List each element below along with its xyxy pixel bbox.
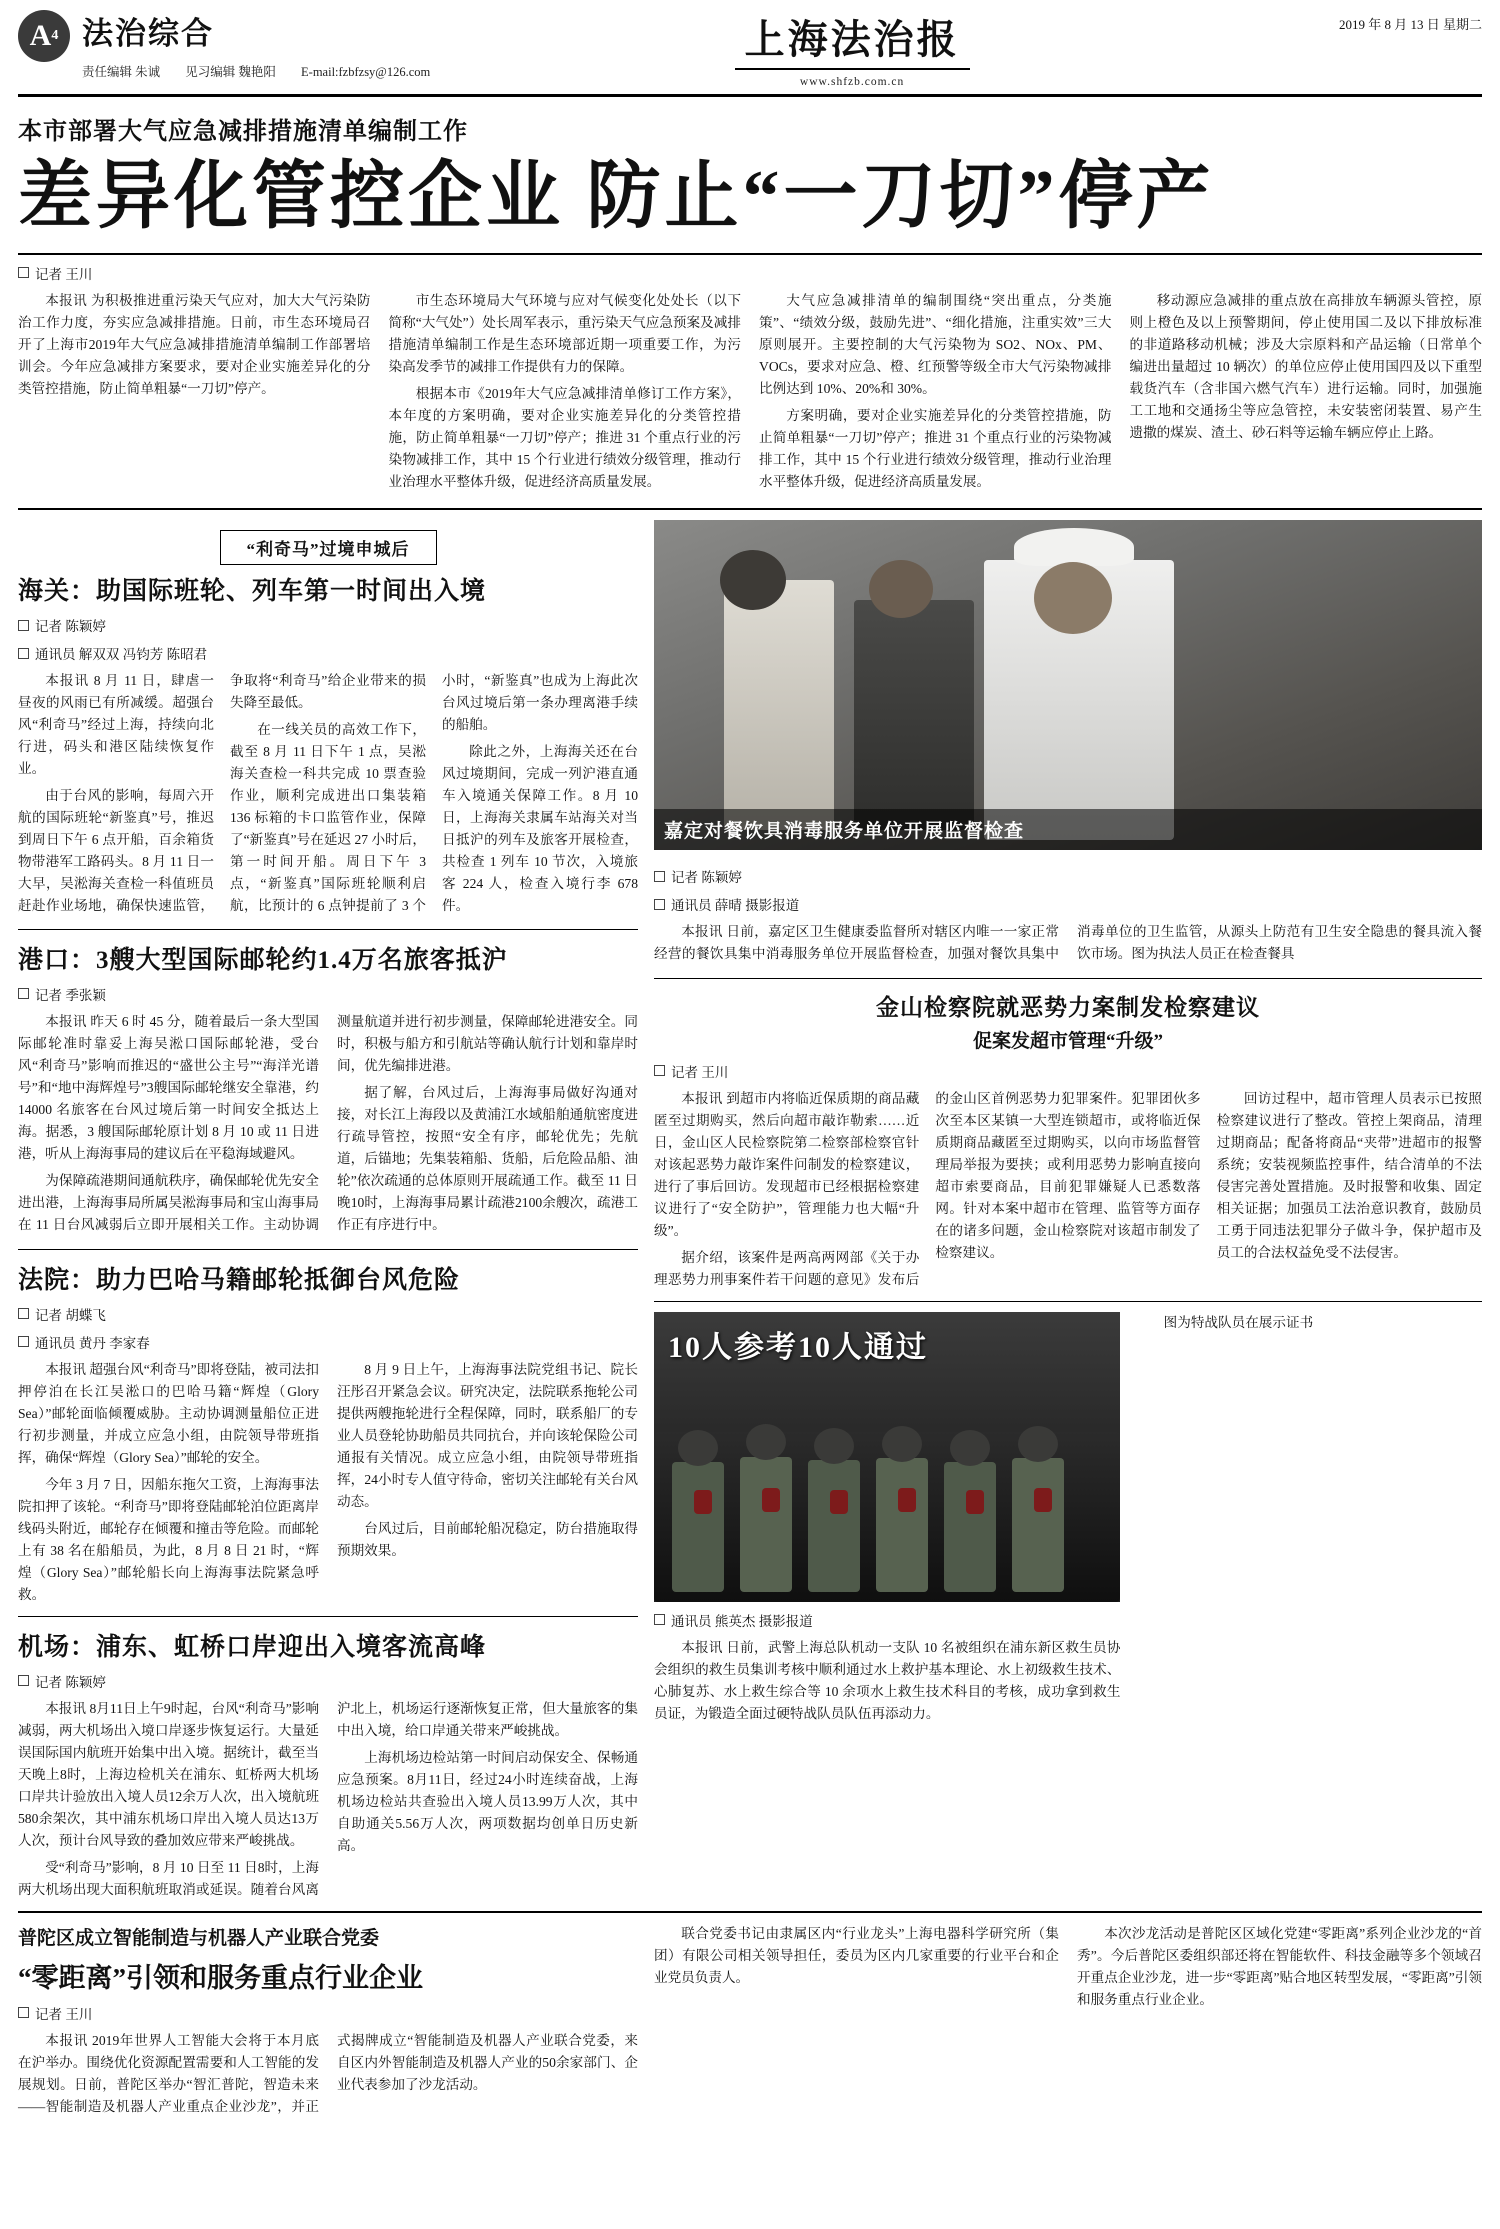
lead-paragraph: 大气应急减排清单的编制围绕“突出重点，分类施策”、“绩效分级，鼓励先进”、“细化措施，注重实效”三大原则展开。主要控制的大气污染物为 SO2、NOx、PM、VOCs，要求对应急、橙、红预警等级全市大气污染物减排比例达到 10%、20%和 30%。 (759, 292, 1112, 396)
port-paragraph: 为保障疏港期间通航秩序，确保邮轮优先安全进出港，上海海事局所属吴淞海事局和宝山海事局在 11 日台风减弱后立即开展相关工作。主动协调测量航道并进行初步测量，保障邮轮进港安全。同时，积极与船方和引航站等确认航行计划和靠岸时间，优先编排进港。 (18, 1013, 638, 1232)
customs-byline (18, 615, 638, 635)
lead-story (18, 97, 1482, 243)
court-paragraph: 台风过后，目前邮轮船况稳定，防台措施取得预期效果。 (337, 1520, 638, 1558)
customs-colon: ： (70, 578, 97, 606)
court-byline-2 (18, 1332, 638, 1352)
lead-paragraph: 根据本市《2019年大气应急减排清单修订工作方案》，本年度的方案明确，要对企业实施差异化的分类管控措施，防止简单粗暴“一刀切”停产；推进 31 个重点行业的污染物减排工作，其中 15 个行业进行绩效分级管理，推动行业治理水平整体升级，促进经济高质量发展。 (388, 385, 741, 489)
inspection-byline-2 (654, 894, 1060, 914)
airport-colon: ： (70, 1633, 97, 1661)
customs-tag: 海关 (18, 578, 71, 606)
byline-box-icon (18, 267, 29, 278)
putuo-story (18, 1923, 1482, 2118)
lead-columns (18, 290, 1482, 498)
editor-credits (82, 62, 452, 80)
customs-headline (18, 571, 638, 607)
troops-paragraph-cont: 图为特战队员在展示证书 (1163, 1314, 1314, 1330)
jinshan-body (654, 1088, 1482, 1291)
court-paragraph: 8 月 9 日上午，上海海事法院党组书记、院长汪彤召开紧急会议。研究决定，法院联系拖轮公司提供两艘拖轮进行全程保障，同时，联系船厂的专业人员登轮协助船员共同抗台，并向该轮保险公司通报有关情况。成立应急小组，由院领导带班指挥，24小时专人值守待命，密切关注邮轮有关台风动态。 (337, 1361, 638, 1509)
port-paragraph: 本报讯 昨天 6 时 45 分，随着最后一条大型国际邮轮准时靠妥上海吴淞口国际邮轮港，受台风“利奇马”影响而推迟的“盛世公主号”“海洋光谱号”和“地中海辉煌号”3艘国际邮轮继安全靠港，约 14000 名旅客在台风过境后第一时间安全抵达上海。据悉，3 艘国际邮轮原计划 8 月 10 或 11 日进港，听从上海海事局的建议后在平稳海域避风。 (18, 1013, 319, 1161)
masthead-date: 2019 年 8 月 13 日 星期二 (1338, 17, 1482, 32)
court-body (18, 1359, 638, 1606)
court-head-text: 助力巴哈马籍邮轮抵御台风危险 (96, 1266, 461, 1294)
jinshan-subhead: 促案发超市管理“升级” (972, 1030, 1163, 1052)
court-paragraph: 本报讯 超强台风“利奇马”即将登陆，被司法扣押停泊在长江吴淞口的巴哈马籍“辉煌（Glory Sea）”邮轮面临倾覆威胁。主动协调测量船位正进行初步测量，并成立应急小组，由院领导带班指挥，确保“辉煌（Glory Sea）”邮轮的安全。 (18, 1361, 319, 1465)
court-byline (18, 1304, 638, 1324)
customs-paragraph: 在一线关员的高效工作下，截至 8 月 11 日下午 1 点，吴淞海关查检一科共完成 10 票查验作业，顺利完成进出口集装箱 136 标箱的卡口监管作业，保障了“新鉴真”号在延迟 27 小时后，第一时间开船。周日下午 3 点，“新鉴真”国际班轮顺利启航，比预计的 6 点钟提前了 3 个小时，“新鉴真”也成为上海此次台风过境后第一条办理离港手续的船舶。 (230, 673, 638, 914)
jinshan-rule (654, 1301, 1482, 1302)
putuo-paragraph: 本次沙龙活动是普陀区区域化党建“零距离”系列企业沙龙的“首秀”。今后普陀区委组织部还将在智能软件、科技金融等多个领域召开重点企业沙龙，进一步“零距离”贴合地区转型发展，“零距离”引领和服务重点行业企业。 (1077, 1925, 1482, 2007)
airport-head-text: 浦东、虹桥口岸迎出入境客流高峰 (96, 1633, 487, 1661)
port-head-text: 3艘大型国际邮轮约1.4万名旅客抵沪 (96, 946, 508, 974)
putuo-headline: “零距离”引领和服务重点行业企业 (18, 1962, 423, 1993)
airport-paragraph: 受“利奇马”影响，8 月 10 日至 11 日8时，上海两大机场出现大面积航班取消或延误。随着台风离沪北上，机场运行逐渐恢复正常，但大量旅客的集中出入境，给口岸通关带来严峻挑战。 (18, 1700, 638, 1897)
airport-body (18, 1698, 638, 1901)
masthead (18, 0, 1482, 88)
byline-box-icon (654, 1614, 665, 1625)
byline-box-icon (654, 899, 665, 910)
lead-headline: 差异化管控企业 防止“一刀切”停产 (18, 156, 1215, 238)
customs-reporter: 记者 陈颖婷 (35, 619, 106, 635)
customs-byline-2 (18, 643, 638, 663)
customs-body (18, 670, 638, 919)
folio-letter: A (29, 19, 52, 52)
credit-responsible-editor: 责任编辑 朱诚 (82, 65, 161, 79)
lead-col-1 (18, 290, 371, 498)
package-banner (18, 530, 638, 565)
paper-url[interactable]: www.shfzb.com.cn (799, 76, 905, 88)
credit-trainee-editor: 见习编辑 魏艳阳 (185, 65, 276, 79)
inspection-text-right (1076, 858, 1482, 921)
troops-text-col (1136, 1312, 1482, 1730)
byline-box-icon (654, 871, 665, 882)
lead-col-4 (1130, 290, 1483, 498)
credit-email: E-mail:fzbfzsy@126.com (301, 65, 431, 79)
byline-box-icon (18, 2007, 29, 2018)
byline-box-icon (654, 1065, 665, 1076)
airport-paragraph: 上海机场边检站第一时间启动保安全、保畅通应急预案。8月11日，经过24小时连续奋战，上海机场边检站共查验出入境人员13.99万人次，其中自助通关5.56万人次，两项数据均创单日历史新高。 (337, 1749, 638, 1853)
lead-col-2 (389, 290, 742, 498)
court-headline (18, 1260, 638, 1296)
byline-box-icon (18, 1336, 29, 1347)
inspection-photo-caption: 嘉定对餐饮具消毒服务单位开展监督检查 (654, 809, 1482, 850)
inspection-body (654, 921, 1482, 968)
typhoon-package (18, 520, 638, 1901)
masthead-center (452, 8, 1252, 88)
port-headline (18, 940, 638, 976)
inspection-reporter: 记者 陈颖婷 (671, 870, 742, 886)
port-tag: 港口 (18, 946, 71, 974)
putuo-paragraph: 本报讯 2019年世界人工智能大会将于本月底在沪举办。围绕优化资源配置需要和人工智能的发展规划。日前，普陀区举办“智汇普陀，智造未来——智能制造及机器人产业重点企业沙龙”，并正式揭牌成立“智能制造及机器人产业联合党委，来自区内外智能制造及机器人产业的50余家部门、企业代表参加了沙龙活动。 (18, 2032, 638, 2114)
jinshan-paragraph: 本报讯 到超市内将临近保质期的商品藏匿至过期购买，然后向超市敲诈勒索……近日，金山区人民检察院第二检察部检察官针对该起恶势力敲诈案件问制发的检察建议，进行了事后回访。发现超市已经根据检察建议进行了“安全防护”，管理能力也大幅“升级”。 (654, 1090, 920, 1238)
customs-paragraph: 除此之外，上海海关还在台风过境期间，完成一列沪港直通车入境通关保障工作。8 月 10 日，上海海关隶属车站海关对当日抵沪的列车及旅客开展检查，共检查 1 列车 10 节次，入境旅客 224 人，检查入境行李 678 件。 (442, 744, 638, 914)
inspection-byline (654, 866, 1060, 886)
putuo-reporter: 记者 王川 (35, 2006, 93, 2022)
troops-paragraph: 本报讯 日前，武警上海总队机动一支队 10 名被组织在浦东新区救生员协会组织的救生员集训考核中顺利通过水上救护基本理论、水上初级救生技术、心肺复苏、水上救生综合等 10 余项水上救生技术科目的考核，成功拿到救生员证，为锻造全面过硬特战队员队伍再添动力。 (654, 1639, 1121, 1721)
paper-title: 上海法治报 (735, 8, 970, 70)
troops-photo-wrap (654, 1312, 1120, 1730)
customs-head-text: 助国际班轮、列车第一时间出入境 (96, 578, 487, 606)
section-title: 法治综合 (82, 16, 214, 51)
inspection-text-left (654, 858, 1060, 921)
masthead-left (82, 8, 452, 80)
bottom-rule (18, 1911, 1482, 1913)
inspection-block (654, 858, 1482, 921)
court-paragraph: 今年 3 月 7 日，因船东拖欠工资，上海海事法院扣押了该轮。“利奇马”即将登陆邮轮泊位距离岸线码头附近，邮轮存在倾覆和撞击等危险。而邮轮上有 38 名在船船员，为此，8 月 8 日 21 时，“辉煌（Glory Sea）”邮轮船长向上海海事法院紧急呼救。 (18, 1476, 319, 1602)
byline-box-icon (18, 1675, 29, 1686)
court-reporter: 记者 胡蝶飞 (35, 1307, 106, 1323)
putuo-byline (18, 2003, 638, 2023)
port-reporter: 记者 季张颖 (35, 987, 106, 1003)
putuo-body-2 (654, 1923, 1482, 2011)
troops-correspondent: 通讯员 熊英杰 摄影报道 (671, 1613, 813, 1629)
lead-reporter: 记者 王川 (35, 266, 93, 282)
page-folio (18, 10, 70, 62)
package-banner-label: “利奇马”过境申城后 (220, 530, 437, 565)
port-rule (18, 1249, 638, 1250)
folio-number: 4 (51, 28, 59, 43)
byline-box-icon (18, 648, 29, 659)
inspection-photo (654, 520, 1482, 850)
port-colon: ： (70, 946, 97, 974)
customs-paragraph: 由于台风的影响，每周六开航的国际班轮“新鉴真”号，推迟到周日下午 6 点开船，百余箱货物带港军工路码头。8 月 11 日一大早，吴淞海关查检一科值班员赶赴作业场地，确保快速监管，争取将“利奇马”给企业带来的损失降至最低。 (18, 673, 426, 914)
customs-correspondent: 通讯员 解双双 冯钧芳 陈昭君 (35, 647, 208, 663)
putuo-left (18, 1923, 638, 2118)
port-body (18, 1011, 638, 1239)
airport-reporter: 记者 陈颖婷 (35, 1674, 106, 1690)
court-colon: ： (70, 1266, 97, 1294)
jinshan-paragraph: 据介绍，该案件是两高两网部《关于办理恶势力刑事案件若干问题的意见》发布后的金山区首例恶势力犯罪案件。犯罪团伙多次至本区某镇一大型连锁超市，或将临近保质期商品藏匿至过期购买，以向市场监督管理局举报为要挟；或利用恶势力影响直接向超市索要商品，目前犯罪嫌疑人已悉数落网。针对本案中超市在管理、监管等方面存在的诸多问题，金山检察院对该超市制发了检察建议。 (654, 1090, 1201, 1287)
airport-paragraph: 本报讯 8月11日上午9时起，台风“利奇马”影响减弱，两大机场出入境口岸逐步恢复运行。大量延误国际国内航班开始集中出入境。据统计，截至当天晚上8时，上海边检机关在浦东、虹桥两大机场口岸共计验放出入境人员12余万人次，出入境航班580余架次，其中浦东机场口岸出入境人员达13万人次，预计台风导致的叠加效应带来严峻挑战。 (18, 1700, 319, 1848)
troops-block (654, 1312, 1482, 1730)
court-correspondent: 通讯员 黄丹 李家春 (35, 1335, 150, 1351)
lead-kicker: 本市部署大气应急减排措施清单编制工作 (18, 119, 468, 145)
lead-paragraph: 本报讯 为积极推进重污染天气应对，加大大气污染防治工作力度，夯实应急减排措施。日前，市生态环境局召开了上海市2019年大气应急减排措施清单编制工作部署培训会。今年应急减排方案要求，要对企业实施差异化的分类管控措施，防止简单粗暴“一刀切”停产。 (18, 292, 371, 396)
lead-bottom-rule (18, 508, 1482, 510)
jinshan-headline: 金山检察院就恶势力案制发检察建议 (876, 994, 1260, 1020)
byline-box-icon (18, 988, 29, 999)
putuo-kicker: 普陀区成立智能制造与机器人产业联合党委 (18, 1927, 380, 1949)
byline-box-icon (18, 1308, 29, 1319)
lead-col-3 (759, 290, 1112, 498)
port-paragraph: 据了解，台风过后，上海海事局做好沟通对接，对长江上海段以及黄浦江水域船舶通航密度进行疏导管控，按照“安全有序，邮轮优先；先航道，后锚地；先集装箱船、货船，后危险品船、油轮”依次疏通的总体原则开展疏通工作。截至 11 日晚10时，上海海事局累计疏港2100余艘次，疏港工作正有序进行中。 (337, 1084, 638, 1232)
troops-photo-overlay-title: 10人参考10人通过 (668, 1330, 928, 1364)
main-grid (18, 520, 1482, 1901)
customs-rule (18, 929, 638, 930)
court-tag: 法院 (18, 1266, 71, 1294)
airport-headline (18, 1627, 638, 1663)
lead-byline (18, 263, 1482, 283)
putuo-right (654, 1923, 1482, 2118)
port-byline (18, 984, 638, 1004)
byline-box-icon (18, 620, 29, 631)
troops-photo (654, 1312, 1120, 1602)
jinshan-paragraph: 回访过程中，超市管理人员表示已按照检察建议进行了整改。管控上架商品，清理过期商品；配备将商品“夹带”进超市的报警系统；安装视频监控事件，结合清单的不法侵害完善处置措施。及时报警和收集、固定相关证据；加强员工法治意识教育，鼓励员工勇于同违法犯罪分子做斗争，保护超市及员工的合法权益免受不法侵害。 (1216, 1090, 1482, 1260)
putuo-body (18, 2030, 638, 2118)
inspection-rule (654, 978, 1482, 979)
airport-tag: 机场 (18, 1633, 71, 1661)
lead-paragraph: 方案明确，要对企业实施差异化的分类管控措施，防止简单粗暴“一刀切”停产；推进 31 个重点行业的污染物减排工作，其中 15 个行业进行绩效分级管理，推动行业治理水平整体升级，促进经济高质量发展。 (759, 407, 1112, 489)
putuo-paragraph: 联合党委书记由隶属区内“行业龙头”上海电器科学研究所（集团）有限公司相关领导担任，委员为区内几家重要的行业平台和企业党员负责人。 (654, 1925, 1059, 1985)
troops-byline (654, 1610, 1120, 1630)
right-column (654, 520, 1482, 1901)
court-rule (18, 1616, 638, 1617)
lead-rule (18, 253, 1482, 255)
lead-paragraph: 市生态环境局大气环境与应对气候变化处处长（以下简称“大气处”）处长周军表示，重污染天气应急预案及减排措施清单编制工作是生态环境部近期一项重要工作，为污染高发季节的减排工作提供有力的保障。 (388, 292, 741, 374)
airport-byline (18, 1671, 638, 1691)
customs-paragraph: 本报讯 8 月 11 日，肆虐一昼夜的风雨已有所减缓。超强台风“利奇马”经过上海，持续向北行进，码头和港区陆续恢复作业。 (18, 673, 214, 777)
jinshan-byline (654, 1061, 1482, 1081)
inspection-paragraph: 本报讯 日前，嘉定区卫生健康委监督所对辖区内唯一一家正常经营的餐饮具集中消毒服务单位开展监督检查，加强对餐饮具集中消毒单位的卫生监管，从源头上防范有卫生安全隐患的餐具流入餐饮市场。图为执法人员正在检查餐具 (654, 924, 1482, 962)
inspection-correspondent: 通讯员 薛晴 摄影报道 (671, 898, 800, 914)
lead-paragraph: 移动源应急减排的重点放在高排放车辆源头管控，原则上橙色及以上预警期间，停止使用国二及以下排放标准的非道路移动机械；涉及大宗原料和产品运输（日常单个编进出量超过 10 辆次）的单位应停止使用国四及以下重型载货汽车（含非国六燃气汽车）进行运输。同时，加强施工工地和交通扬尘等应急管控，未安装密闭装置、易产生遗撒的煤炭、渣土、砂石料等运输车辆应停止上路。 (1129, 292, 1482, 440)
jinshan-reporter: 记者 王川 (671, 1064, 729, 1080)
